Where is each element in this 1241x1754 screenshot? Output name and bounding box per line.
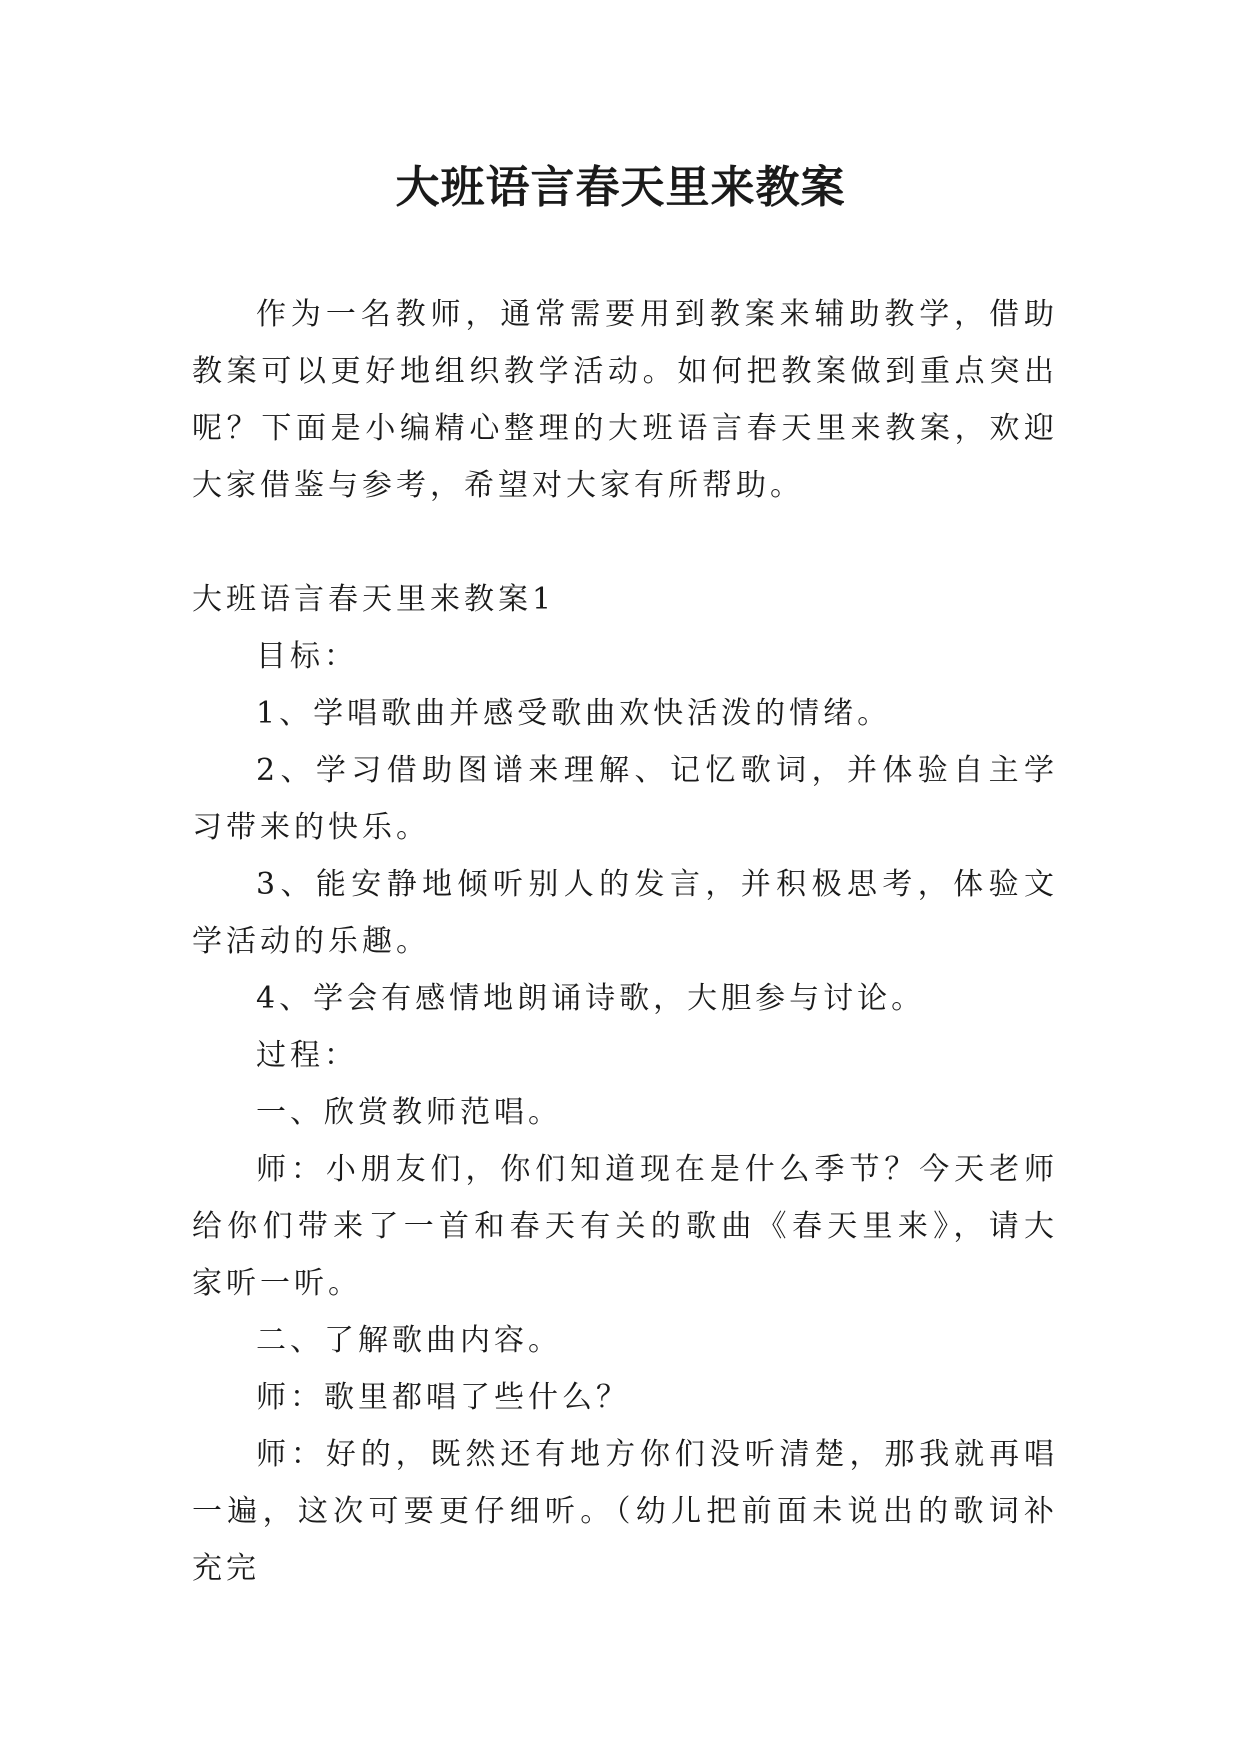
paragraph-goal-4: 4、学会有感情地朗诵诗歌，大胆参与讨论。 xyxy=(256,981,926,1016)
paragraph-goal-1: 1、学唱歌曲并感受歌曲欢快活泼的情绪。 xyxy=(256,696,892,731)
paragraph-goal-2: 2、学习借助图谱来理解、记忆歌词，并体验自主学习带来的快乐。 xyxy=(192,753,1058,845)
paragraph-goals-label: 目标： xyxy=(256,639,358,674)
section-heading: 大班语言春天里来教案1 xyxy=(192,582,556,617)
paragraph-goal-3: 3、能安静地倾听别人的发言，并积极思考，体验文学活动的乐趣。 xyxy=(192,867,1058,959)
paragraph-teacher-line-1: 师：小朋友们，你们知道现在是什么季节？今天老师给你们带来了一首和春天有关的歌曲《春天里来》，请大家听一听。 xyxy=(192,1152,1058,1301)
paragraph-teacher-line-3: 师：好的，既然还有地方你们没听清楚，那我就再唱一遍，这次可要更仔细听。（幼儿把前面未说出的歌词补充完 xyxy=(192,1437,1058,1586)
paragraph-step-2: 二、了解歌曲内容。 xyxy=(256,1323,562,1358)
document-title: 大班语言春天里来教案 xyxy=(395,162,846,213)
paragraph-step-1: 一、欣赏教师范唱。 xyxy=(256,1095,562,1130)
paragraph-process-label: 过程： xyxy=(256,1038,358,1073)
document-body xyxy=(192,286,1058,1597)
paragraph-teacher-line-2: 师：歌里都唱了些什么？ xyxy=(256,1380,630,1415)
intro-paragraph: 作为一名教师，通常需要用到教案来辅助教学，借助教案可以更好地组织教学活动。如何把教案做到重点突出呢？下面是小编精心整理的大班语言春天里来教案，欢迎大家借鉴与参考，希望对大家有所帮助。 xyxy=(192,297,1058,503)
